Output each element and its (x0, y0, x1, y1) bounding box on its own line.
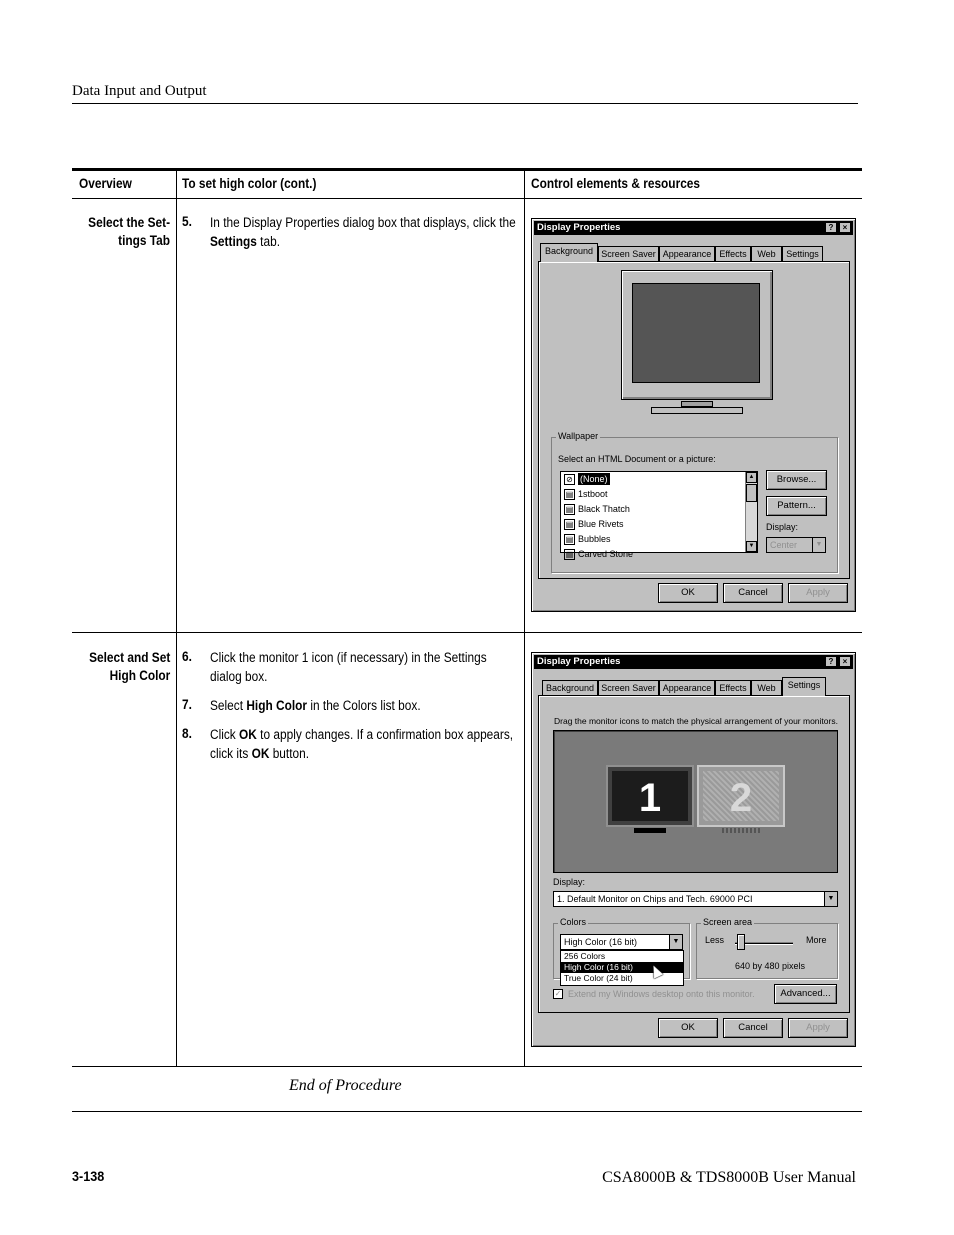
monitor-base-icon (651, 407, 743, 414)
ok-button[interactable]: OK (658, 1018, 718, 1038)
row-divider (72, 632, 862, 633)
colors-group-label: Colors (560, 917, 587, 927)
none-icon: ⊘ (564, 474, 575, 485)
display-properties-dialog-settings (531, 652, 856, 1047)
monitor-preview-icon (621, 270, 773, 400)
overview-row-1-line1: Select the Set- (88, 215, 170, 230)
column-header-resources: Control elements & resources (531, 176, 701, 191)
wallpaper-group-label: Wallpaper (558, 431, 599, 441)
dialog-titlebar (534, 655, 853, 669)
background-tab-panel (538, 261, 850, 579)
dropdown-arrow-icon[interactable]: ▼ (669, 935, 682, 949)
browse-button[interactable]: Browse... (766, 470, 827, 490)
tab-appearance[interactable]: Appearance (659, 246, 715, 262)
extend-desktop-label: Extend my Windows desktop onto this monitor. (568, 989, 755, 999)
screen-area-slider-thumb[interactable] (737, 934, 745, 950)
advanced-button[interactable]: Advanced... (774, 984, 837, 1004)
list-item[interactable]: ▤ Black Thatch (565, 504, 630, 515)
monitor-2-number: 2 (703, 771, 779, 821)
colors-option[interactable]: 256 Colors (564, 951, 606, 961)
section-title: Data Input and Output (72, 83, 207, 99)
colors-select[interactable]: High Color (16 bit) ▼ (560, 934, 683, 950)
end-of-procedure: End of Procedure (289, 1077, 402, 1094)
tab-background[interactable]: Background (540, 243, 598, 262)
page-number: 3-138 (72, 1168, 105, 1184)
dialog-titlebar (534, 221, 853, 235)
tab-screen-saver[interactable]: Screen Saver (598, 246, 659, 262)
tab-screen-saver[interactable]: Screen Saver (598, 680, 659, 696)
tab-appearance[interactable]: Appearance (659, 680, 715, 696)
table-top-rule (72, 168, 862, 171)
image-file-icon: ▤ (565, 535, 574, 545)
image-file-icon: ▤ (565, 550, 574, 560)
colors-option[interactable]: True Color (24 bit) (564, 973, 633, 983)
tab-background[interactable]: Background (542, 680, 598, 696)
step-text: Click OK to apply changes. If a confirmation box appears, click its OK button. (210, 727, 514, 761)
list-item[interactable]: ▤ 1stboot (565, 489, 608, 500)
less-label: Less (705, 935, 725, 945)
dialog-title: Display Properties (537, 222, 621, 233)
help-button[interactable]: ? (825, 656, 837, 667)
overview-row-1-line2: tings Tab (118, 233, 170, 248)
header-rule (72, 103, 858, 104)
scroll-down-arrow-icon[interactable]: ▼ (746, 541, 757, 552)
tab-effects[interactable]: Effects (715, 680, 751, 696)
screen-area-group (696, 917, 838, 979)
display-select[interactable]: 1. Default Monitor on Chips and Tech. 69000 PCI ▼ (553, 891, 838, 907)
step-number: 6. (182, 649, 192, 664)
overview-row-2-line2: High Color (109, 668, 170, 683)
column-divider-2 (524, 168, 525, 1066)
display-label: Display: (766, 522, 799, 532)
settings-tab-panel (538, 695, 850, 1013)
screen-area-group-label: Screen area (703, 917, 753, 927)
manual-title: CSA8000B & TDS8000B User Manual (602, 1169, 856, 1186)
step-number: 7. (182, 697, 192, 712)
wallpaper-prompt: Select an HTML Document or a picture: (558, 454, 716, 464)
image-file-icon: ▤ (565, 520, 574, 530)
apply-button[interactable]: Apply (788, 583, 848, 603)
step-number: 8. (182, 726, 192, 741)
tab-settings[interactable]: Settings (782, 246, 823, 262)
tab-settings[interactable]: Settings (782, 677, 826, 696)
end-procedure-rule (72, 1111, 862, 1112)
column-header-steps: To set high color (cont.) (182, 176, 317, 191)
list-item[interactable]: ▤ Carved Stone (565, 549, 634, 560)
dropdown-arrow-icon[interactable]: ▼ (812, 538, 825, 552)
monitor-screen (632, 283, 760, 383)
tab-web[interactable]: Web (751, 246, 782, 262)
list-item[interactable]: ▤ Bubbles (565, 534, 611, 545)
display-label: Display: (553, 877, 586, 887)
monitor-arrangement-area[interactable] (553, 730, 838, 873)
pattern-button[interactable]: Pattern... (766, 496, 827, 516)
extend-desktop-checkbox[interactable]: ✓ (554, 989, 562, 998)
header-bottom-rule (72, 198, 862, 199)
wallpaper-scrollbar[interactable] (745, 472, 757, 552)
image-file-icon: ▤ (565, 490, 574, 500)
display-properties-dialog-background (531, 218, 856, 612)
monitor-1-icon[interactable] (606, 765, 694, 827)
cancel-button[interactable]: Cancel (723, 583, 783, 603)
tab-effects[interactable]: Effects (715, 246, 751, 262)
overview-row-2-line1: Select and Set (88, 650, 170, 665)
apply-button[interactable]: Apply (788, 1018, 848, 1038)
step-text: In the Display Properties dialog box that displays, click the Settings tab. (210, 215, 516, 249)
display-select[interactable]: Center ▼ (766, 537, 826, 553)
column-header-overview: Overview (79, 176, 132, 191)
image-file-icon: ▤ (565, 505, 574, 515)
colors-option-selected[interactable]: High Color (16 bit) (561, 962, 683, 973)
scroll-up-arrow-icon[interactable]: ▲ (746, 472, 757, 483)
ok-button[interactable]: OK (658, 583, 718, 603)
step-text: Click the monitor 1 icon (if necessary) in the Settings dialog box. (210, 650, 487, 684)
dialog-title: Display Properties (537, 656, 621, 667)
more-label: More (806, 935, 827, 945)
close-button[interactable]: × (839, 656, 851, 667)
step-text: Select High Color in the Colors list box. (210, 698, 421, 713)
list-item[interactable]: ▤ Blue Rivets (565, 519, 624, 530)
list-item[interactable]: ⊘ (None) (564, 472, 610, 486)
resolution-text: 640 by 480 pixels (735, 961, 806, 971)
help-button[interactable]: ? (825, 222, 837, 233)
wallpaper-group (551, 431, 838, 573)
colors-dropdown-list[interactable] (560, 950, 684, 986)
step-number: 5. (182, 214, 192, 229)
table-bottom-rule (72, 1066, 862, 1067)
close-button[interactable]: × (839, 222, 851, 233)
overview-row-2 (89, 649, 170, 685)
instruction-text: Drag the monitor icons to match the physical arrangement of your monitors. (554, 716, 838, 726)
monitor-1-number: 1 (612, 771, 688, 821)
dropdown-arrow-icon[interactable]: ▼ (824, 892, 837, 906)
tab-web[interactable]: Web (751, 680, 782, 696)
cancel-button[interactable]: Cancel (723, 1018, 783, 1038)
scroll-thumb[interactable] (746, 484, 757, 502)
column-divider-1 (176, 168, 177, 1066)
monitor-1-stand-icon (634, 828, 666, 833)
monitor-2-stand-icon (722, 828, 760, 833)
monitor-2-icon[interactable] (697, 765, 785, 827)
wallpaper-listbox[interactable] (560, 471, 758, 560)
overview-row-1 (88, 214, 170, 250)
